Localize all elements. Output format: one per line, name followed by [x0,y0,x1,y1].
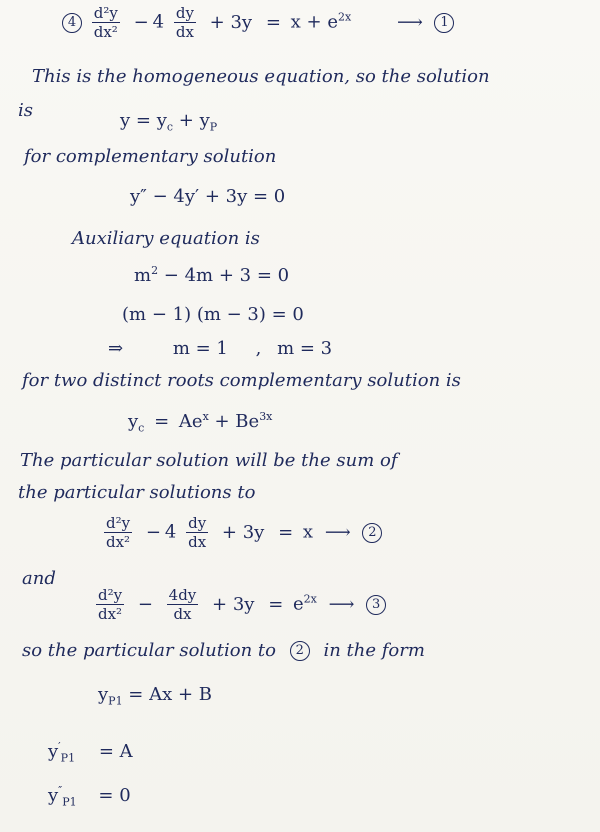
line-homogeneous: This is the homogeneous equation, so the solution [32,66,490,87]
line-yp1-double-prime: $y''_{P1} = 0$ [48,784,131,809]
line-yp1-prime: $y'_{P1} = A$ [48,740,133,765]
equation-label-1: 1 [434,13,454,33]
line-yp1: $y_{P1} = Ax + B$ [98,684,213,708]
line-distinct-roots: for two distinct roots complementary solution is [22,370,461,391]
equation-label-3: 3 [366,595,386,615]
line-particular-to: the particular solutions to [18,482,256,503]
line-is: is [18,100,33,121]
second-derivative: $\frac{\text{d²y}}{\text{dx²}}$ [93,4,118,41]
problem-equation: 4 $\frac{\text{d²y}}{\text{dx²}}$ − 4 $\frac{dy}{dx}$ + $3y = x + e^{2x}$ ⟶ 1 [62,4,454,41]
line-complementary-solution: $y_c = Ae^x + Be^{3x}$ [128,410,273,435]
line-particular-sum: The particular solution will be the sum of [20,450,398,471]
line-homogeneous-ode: y″ − 4y′ + 3y = 0 [130,186,286,207]
first-derivative: $\frac{dy}{dx}$ [175,4,194,41]
problem-number: 4 [62,13,82,33]
line-general-solution: $y = y_c + y_P$ [120,110,218,134]
line-auxiliary-heading: Auxiliary equation is [72,228,260,249]
equation-3: $\frac{\text{d²y}}{\text{dx²}}$ − $\frac{4dy}{dx}$ + $3y = e^{2x}$ ⟶ 3 [92,586,386,623]
equation-ref-2: 2 [290,641,310,661]
line-roots: ⇒ m = 1 , m = 3 [108,338,333,359]
line-particular-form: so the particular solution to 2 in the form [22,640,425,661]
line-and: and [22,568,56,589]
line-factored: (m − 1) (m − 3) = 0 [122,304,304,325]
line-complementary-heading: for complementary solution [24,146,277,167]
equation-2: $\frac{\text{d²y}}{\text{dx²}}$ − 4 $\frac{dy}{dx}$ + 3y = x ⟶ 2 [100,514,382,551]
line-auxiliary-equation: $m^2 - 4m + 3 = 0$ [134,264,290,286]
equation-label-2: 2 [362,523,382,543]
